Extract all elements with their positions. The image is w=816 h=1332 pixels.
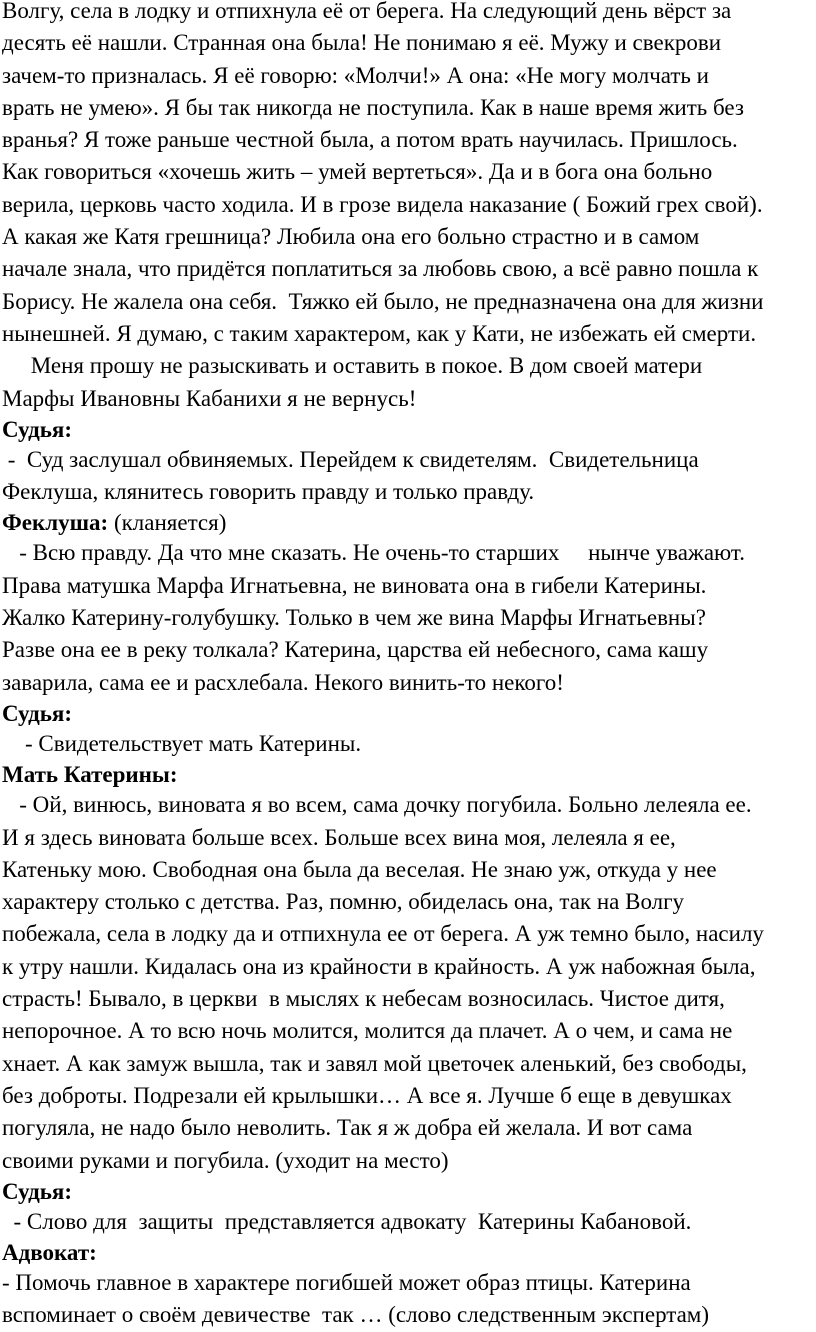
lawyer-speech [2, 1267, 816, 1332]
text-line: хнает. А как замуж вышла, так и завял мой цветочек аленький, без свободы, [2, 1050, 747, 1076]
text-line: Катеньку мою. Свободная она была да веселая. Не знаю уж, откуда у нее [2, 856, 717, 882]
speaker-mother: Мать Катерины: [2, 762, 178, 788]
speaker-lawyer: Адвокат: [2, 1240, 97, 1266]
text-line: заварила, сама ее и расхлебала. Некого винить-то некого! [2, 669, 564, 695]
text-line: Волгу, села в лодку и отпихнула её от берега. На следующий день вёрст за [2, 0, 732, 23]
text-line: без доброты. Подрезали ей крылышки… А все я. Лучше б еще в девушках [2, 1082, 732, 1108]
text-line: характеру столько с детства. Раз, помню, обиделась она, так на Волгу [2, 889, 685, 915]
text-line: десять её нашли. Странная она была! Не понимаю я её. Мужу и свекрови [2, 30, 722, 56]
text-line: И я здесь виновата больше всех. Больше всех вина моя, лелеяла я ее, [2, 824, 676, 850]
text-line: - Суд заслушал обвиняемых. Перейдем к свидетелям. Свидетельница [2, 446, 699, 472]
speaker-judge: Судья: [2, 416, 72, 442]
text-line: вспоминает о своём девичестве так … (слово следственным экспертам) [2, 1302, 710, 1328]
text-line: побежала, села в лодку да и отпихнула ее от берега. А уж темно было, насилу [2, 921, 764, 947]
judge-speech: - Слово для защиты представляется адвокату Катерины Кабановой. [2, 1208, 692, 1234]
text-line: вранья? Я тоже раньше честной была, а потом врать научилась. Пришлось. [2, 127, 738, 153]
text-line: нынешней. Я думаю, с таким характером, как у Кати, не избежать ей смерти. [2, 320, 757, 346]
text-line: Меня прошу не разыскивать и оставить в покое. В дом своей матери [2, 353, 703, 379]
paragraph-witness-continuation [2, 0, 816, 350]
text-line: А какая же Катя грешница? Любила она его больно страстно и в самом [2, 224, 700, 250]
paragraph-letter-end [2, 350, 816, 415]
text-line: страсть! Бывало, в церкви в мыслях к небесам возносилась. Чистое дитя, [2, 986, 725, 1012]
speaker-line-feklusha [2, 508, 816, 537]
text-line: непорочное. А то всю ночь молится, молится да плачет. А о чем, и сама не [2, 1018, 733, 1044]
text-line: Борису. Не жалела она себя. Тяжко ей было, не предназначена она для жизни [2, 288, 764, 314]
text-line: зачем-то призналась. Я её говорю: «Молчи!» А она: «Не могу молчать и [2, 62, 709, 88]
text-line: - Помочь главное в характере погибшей может образ птицы. Катерина [2, 1270, 691, 1296]
text-line: Права матушка Марфа Игнатьевна, не виновата она в гибели Катерины. [2, 572, 707, 598]
text-line: верила, церковь часто ходила. И в грозе видела наказание ( Божий грех свой). [2, 191, 763, 217]
feklusha-speech [2, 537, 816, 698]
judge-speech [2, 444, 816, 509]
text-line: - Ой, винюсь, виновата я во всем, сама дочку погубила. Больно лелеяла ее. [2, 792, 752, 818]
text-line: врать не умею». Я бы так никогда не поступила. Как в наше время жить без [2, 94, 744, 120]
mother-speech [2, 789, 816, 1177]
text-line: погуляла, не надо было неволить. Так я ж добра ей желала. И вот сама [2, 1115, 693, 1141]
text-line: к утру нашли. Кидалась она из крайности в крайность. А уж набожная была, [2, 953, 756, 979]
text-line: своими руками и погубила. (уходит на место) [2, 1147, 449, 1173]
speaker-judge: Судья: [2, 700, 72, 726]
text-line: Марфы Ивановны Кабанихи я не вернусь! [2, 385, 417, 411]
judge-speech: - Свидетельствует мать Катерины. [2, 730, 362, 756]
stage-direction: (кланяется) [108, 510, 227, 536]
text-line: Жалко Катерину-голубушку. Только в чем же вина Марфы Игнатьевны? [2, 605, 706, 631]
text-line: Как говориться «хочешь жить – умей вертеться». Да и в бога она больно [2, 159, 713, 185]
text-line: начале знала, что придётся поплатиться за любовь свою, а всё равно пошла к [2, 256, 759, 282]
text-line: Разве она ее в реку толкала? Катерина, царства ей небесного, сама кашу [2, 637, 709, 663]
speaker-feklusha: Феклуша: [2, 510, 109, 536]
text-line: - Всю правду. Да что мне сказать. Не очень-то старших нынче уважают. [2, 540, 745, 566]
speaker-judge: Судья: [2, 1178, 72, 1204]
text-line: Феклуша, клянитесь говорить правду и только правду. [2, 479, 535, 505]
